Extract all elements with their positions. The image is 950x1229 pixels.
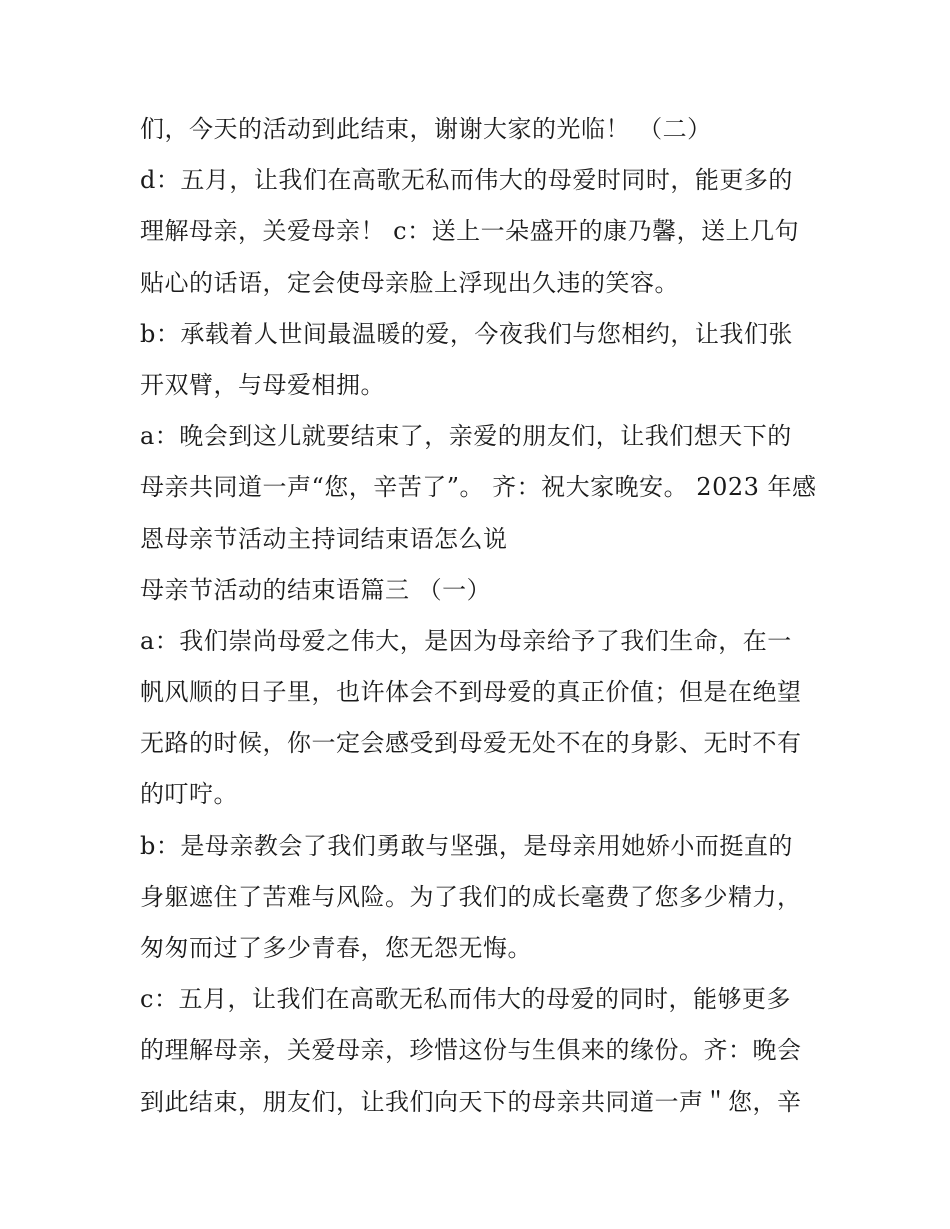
text-line: 匆匆而过了多少青春，您无怨无悔。 [140, 934, 532, 962]
text-line: 贴心的话语，定会使母亲脸上浮现出久违的笑容。 [140, 268, 679, 297]
text-line: a：我们崇尚母爱之伟大，是因为母亲给予了我们生命，在一 [140, 626, 792, 655]
text-line: 理解母亲，关爱母亲！ c：送上一朵盛开的康乃馨，送上几句 [140, 217, 800, 246]
text-line: 到此结束，朋友们，让我们向天下的母亲共同道一声＂您，辛 [140, 1087, 802, 1116]
text-line: d：五月，让我们在高歌无私而伟大的母爱时同时，能更多的 [140, 166, 793, 195]
text-line: b：承载着人世间最温暖的爱，今夜我们与您相约，让我们张 [140, 319, 793, 348]
text-line: a：晚会到这儿就要结束了，亲爱的朋友们，让我们想天下的 [140, 422, 792, 451]
text-line: 们，今天的活动到此结束，谢谢大家的光临！ （二） [140, 115, 712, 143]
text-line: c：五月，让我们在高歌无私而伟大的母爱的同时，能够更多 [140, 985, 791, 1014]
text-line: 无路的时候，你一定会感受到母爱无处不在的身影、无时不有 [140, 729, 802, 758]
text-line: 帆风顺的日子里，也许体会不到母爱的真正价值；但是在绝望 [140, 678, 802, 707]
text-line: b：是母亲教会了我们勇敢与坚强，是母亲用她娇小而挺直的 [140, 831, 793, 860]
text-line: 母亲共同道一声“您，辛苦了”。 齐：祝大家晚安。 2023 年感 [140, 473, 817, 502]
document-body [140, 104, 820, 1128]
text-line: 身躯遮住了苦难与风险。为了我们的成长毫费了您多少精力， [140, 882, 802, 911]
text-line: 恩母亲节活动主持词结束语怎么说 [140, 524, 508, 553]
text-line: 的理解母亲，关爱母亲，珍惜这份与生俱来的缘份。齐：晚会 [140, 1036, 802, 1065]
section-heading: 母亲节活动的结束语篇三 （一） [140, 575, 492, 604]
text-line: 开双臂，与母爱相拥。 [140, 370, 385, 399]
text-line: 的叮咛。 [140, 780, 238, 809]
